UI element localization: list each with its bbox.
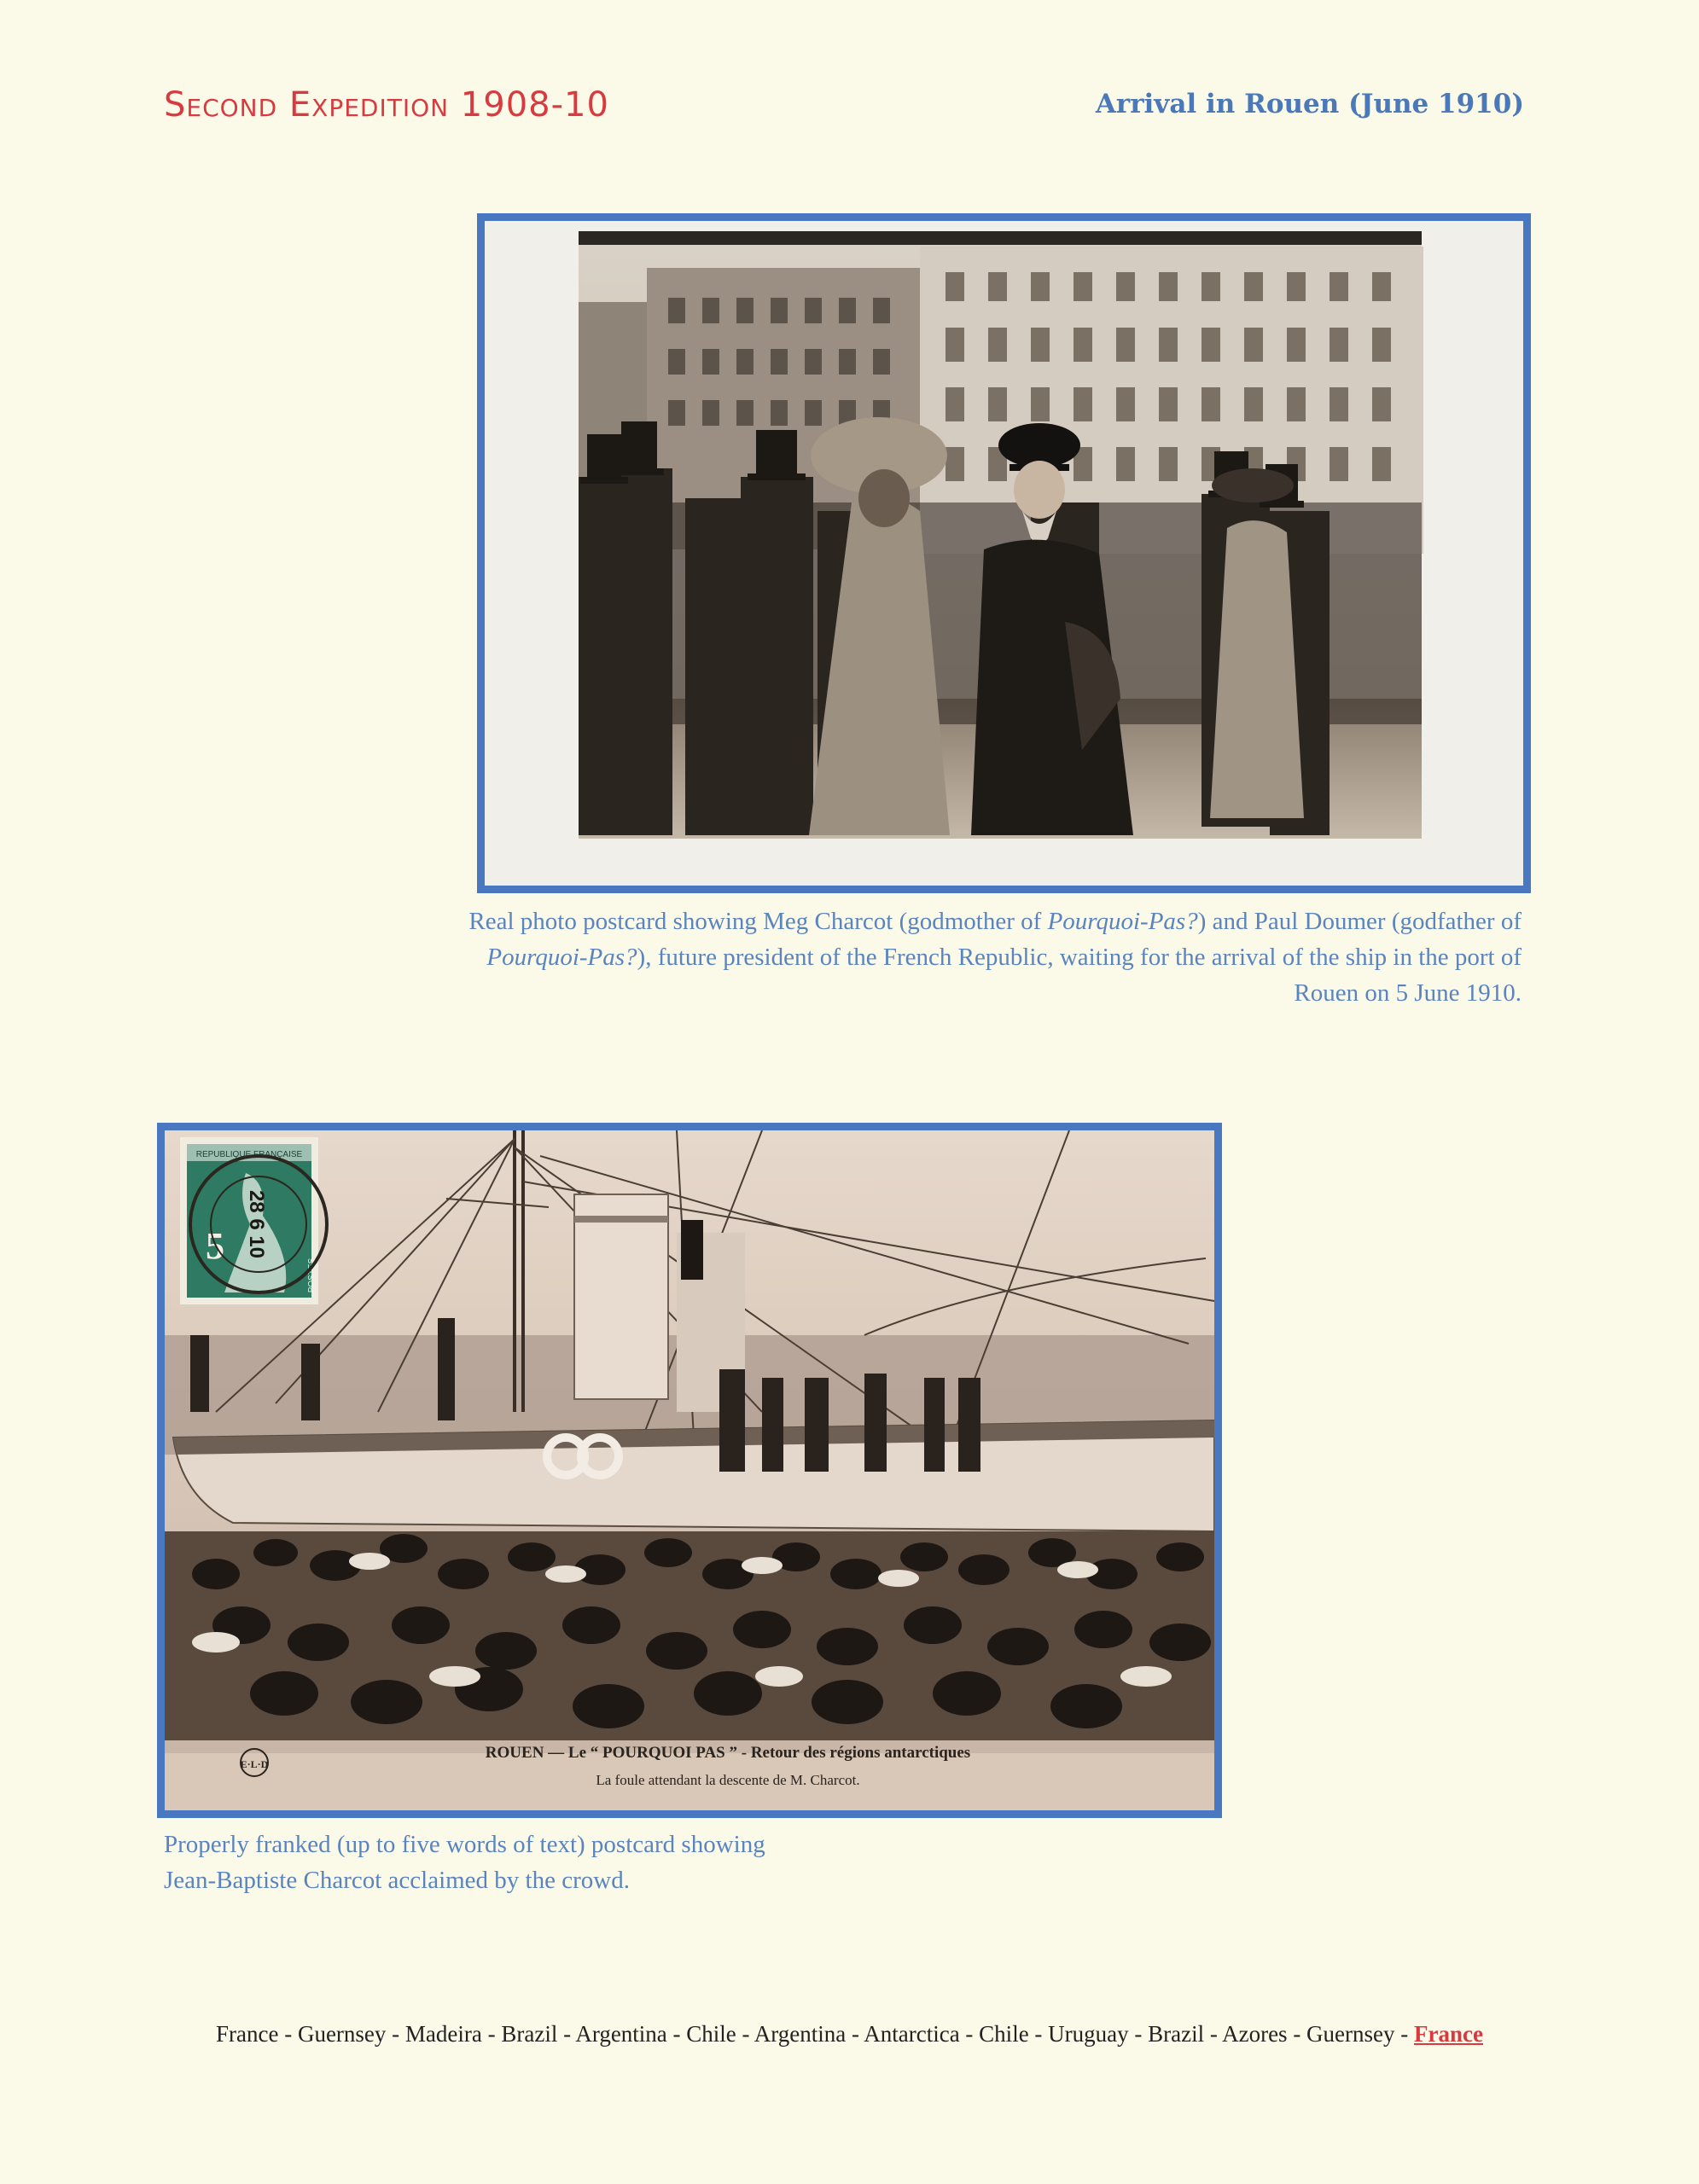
ship-crowd-image (165, 1130, 1214, 1810)
route-current-stop: France (1414, 2021, 1483, 2047)
photo1-caption-part2: ) and Paul Doumer (godfather of (1197, 908, 1522, 935)
publisher-mark: E·L·D (240, 1758, 269, 1770)
stamp-country: REPUBLIQUE FRANÇAISE (195, 1150, 303, 1159)
photo1-caption-italic1: Pourquoi-Pas? (1047, 908, 1198, 935)
stamp-postes: POSTES (307, 1258, 317, 1293)
photo1-caption-part3: ), future president of the French Republic, waiting for the arrival of the ship in the port of Rouen on 5 June 1910. (637, 944, 1522, 1007)
page-subtitle: Arrival in Rouen (June 1910) (1095, 89, 1524, 119)
photo1-caption (463, 903, 1522, 1011)
photo2-caption-line2: Jean-Baptiste Charcot acclaimed by the crowd. (164, 1867, 630, 1894)
stamp-value: 5 (206, 1225, 224, 1267)
photo2-caption-line1: Properly franked (up to five words of text) postcard showing (164, 1831, 765, 1858)
photo-mount-top (477, 213, 1531, 893)
photo1-caption-italic2: Pourquoi-Pas? (486, 944, 637, 971)
photo1-caption-part1: Real photo postcard showing Meg Charcot (godmother of (468, 908, 1048, 935)
photo-mount-bottom (157, 1123, 1222, 1818)
crowd-photo-image (485, 221, 1523, 886)
photo2-caption (164, 1827, 1017, 1898)
postmark-date: 28 6 10 (245, 1189, 268, 1259)
real-photo-postcard (485, 221, 1523, 886)
postcard-printed-line2: La foule attendant la descente de M. Charcot. (596, 1772, 860, 1788)
route-footer (0, 2021, 1699, 2048)
franked-postcard (165, 1130, 1214, 1810)
postcard-printed-line1: ROUEN — Le “ POURQUOI PAS ” - Retour des régions antarctiques (485, 1744, 971, 1762)
route-text: France - Guernsey - Madeira - Brazil - Argentina - Chile - Argentina - Antarctica - Chile - Uruguay - Brazil - Azores - Guernsey - (216, 2021, 1415, 2047)
postmark (190, 1156, 327, 1292)
section-title: Second Expedition 1908-10 (164, 85, 609, 125)
